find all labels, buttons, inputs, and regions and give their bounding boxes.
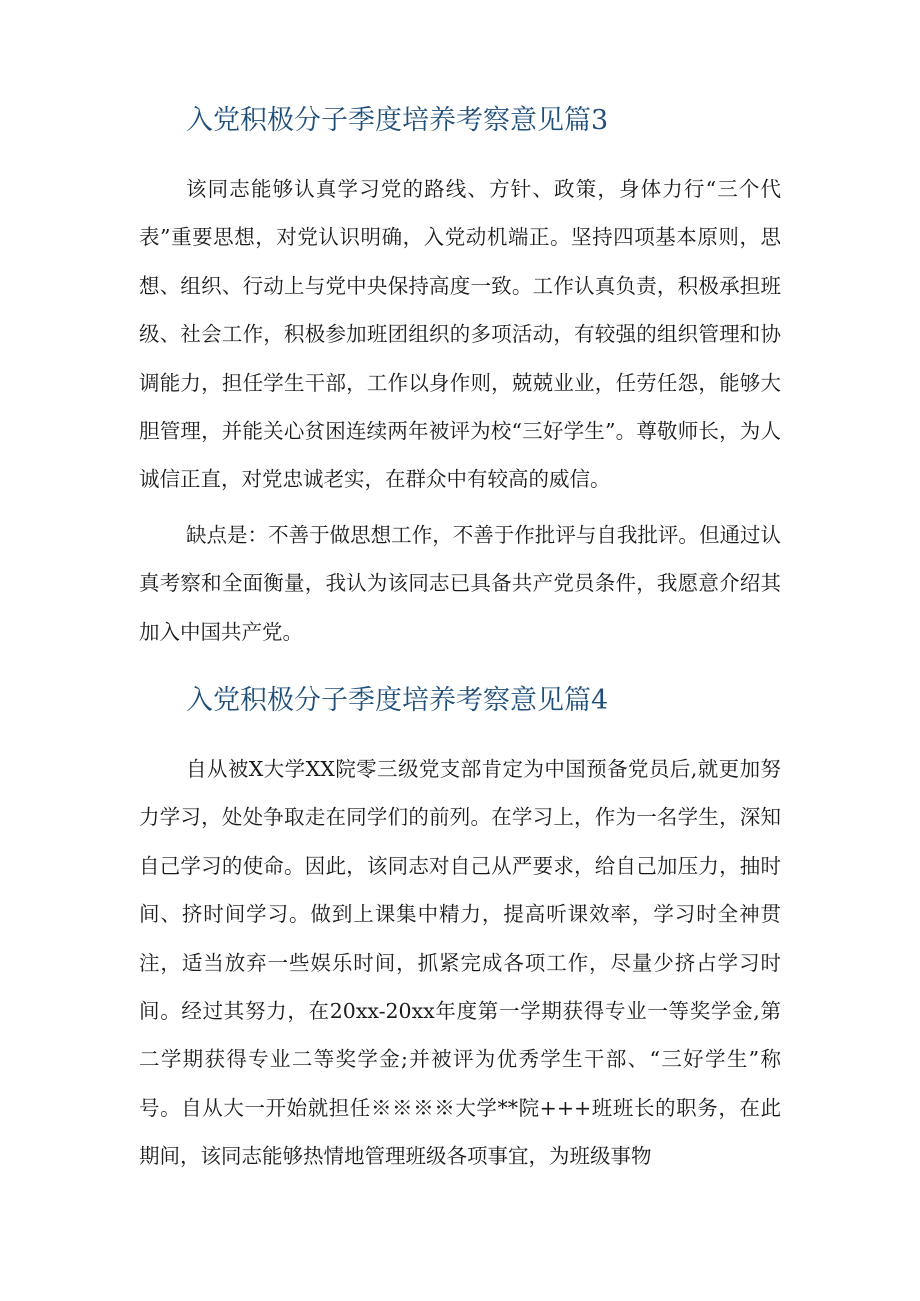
section-3-paragraph-2: 缺点是：不善于做思想工作，不善于作批评与自我批评。但通过认真考察和全面衡量，我认为该同志已具备共产党员条件，我愿意介绍其加入中国共产党。 xyxy=(139,523,781,644)
section-heading-4: 入党积极分子季度培养考察意见篇4 xyxy=(186,685,609,716)
section-3-paragraph-1: 该同志能够认真学习党的路线、方针、政策，身体力行“三个代表”重要思想，对党认识明确，入党动机端正。坚持四项基本原则，思想、组织、行动上与党中央保持高度一致。工作认真负责，积极承担班级、社会工作，积极参加班团组织的多项活动，有较强的组织管理和协调能力，担任学生干部，工作以身作则，兢兢业业，任劳任怨，能够大胆管理，并能关心贫困连续两年被评为校“三好学生”。尊敬师长，为人诚信正直，对党忠诚老实，在群众中有较高的威信。 xyxy=(139,177,781,492)
section-4-paragraph-1: 自从被X大学XX院零三级党支部肯定为中国预备党员后,就更加努力学习，处处争取走在同学们的前列。在学习上，作为一名学生，深知自己学习的使命。因此，该同志对自己从严要求，给自己加压力，抽时间、挤时间学习。做到上课集中精力，提高听课效率，学习时全神贯注，适当放弃一些娱乐时间，抓紧完成各项工作，尽量少挤占学习时间。经过其努力，在20xx-20xx年度第一学期获得专业一等奖学金,第二学期获得专业二等奖学金;并被评为优秀学生干部、“三好学生”称号。自从大一开始就担任※※※※大学**院+++班班长的职务，在此期间，该同志能够热情地管理班级各项事宜，为班级事物 xyxy=(139,757,781,1169)
section-heading-3: 入党积极分子季度培养考察意见篇3 xyxy=(186,105,609,136)
